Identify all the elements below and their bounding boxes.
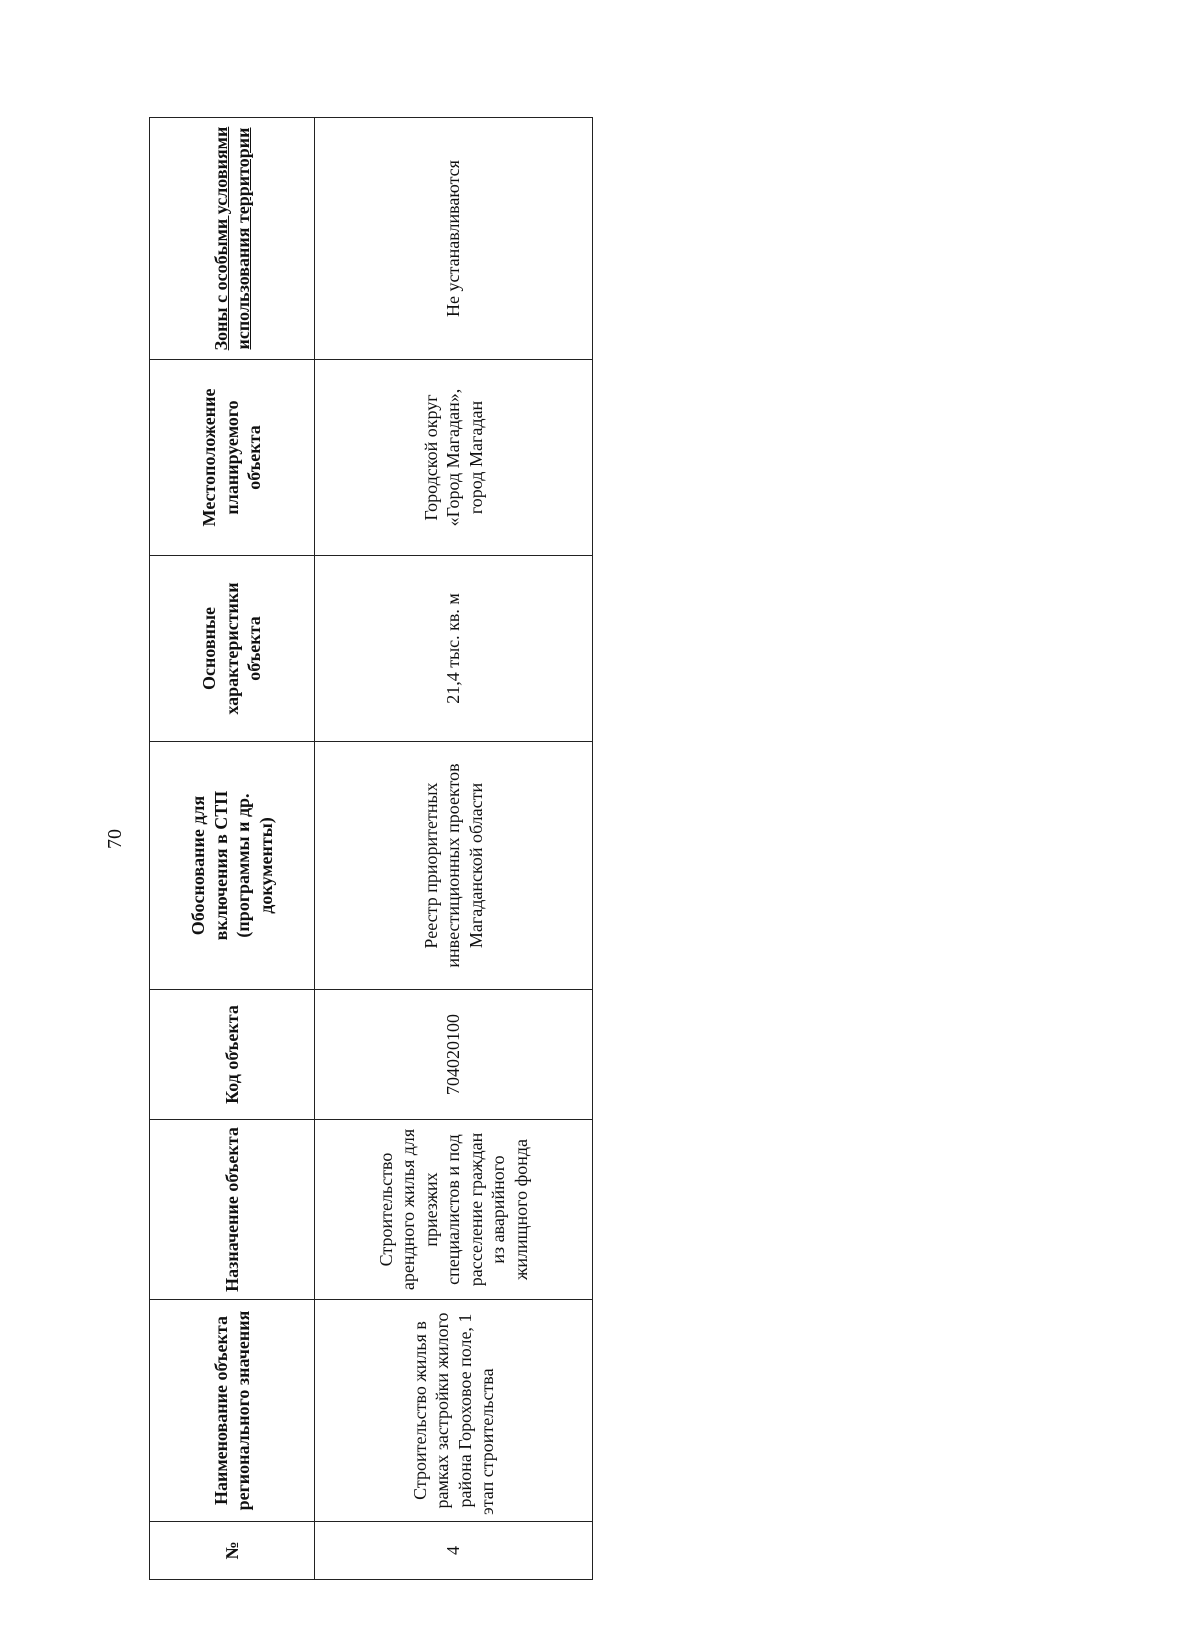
page-number: 70 (104, 829, 126, 849)
cell-basis: Реестр приоритетных инвестиционных проектов Магаданской области (315, 742, 593, 990)
header-purpose: Назначение объекта (150, 1120, 315, 1300)
cell-name: Строительство жилья в рамках застройки жилого района Гороховое поле, 1 этап строительства (315, 1300, 593, 1522)
header-characteristics: Основные характеристики объекта (150, 556, 315, 742)
table-stage (149, 118, 593, 1580)
table-wrapper (149, 118, 593, 1580)
header-name: Наименование объекта регионального значения (150, 1300, 315, 1522)
header-num: № (150, 1522, 315, 1580)
header-zones: Зоны с особыми условиями использования территории (150, 118, 315, 360)
cell-characteristics: 21,4 тыс. кв. м (315, 556, 593, 742)
cell-location: Городской округ «Город Магадан», город Магадан (315, 360, 593, 556)
header-basis: Обоснование для включения в СТП (программы и др. документы) (150, 742, 315, 990)
cell-purpose: Строительство арендного жилья для приезжих специалистов и под расселение граждан из аварийного жилищного фонда (315, 1120, 593, 1300)
table-row (315, 118, 593, 1580)
cell-zones: Не устанавливаются (315, 118, 593, 360)
header-code: Код объекта (150, 990, 315, 1120)
cell-code: 704020100 (315, 990, 593, 1120)
cell-num: 4 (315, 1522, 593, 1580)
table-header-row (150, 118, 315, 1580)
regional-objects-table (149, 117, 593, 1580)
header-location: Местоположение планируемого объекта (150, 360, 315, 556)
